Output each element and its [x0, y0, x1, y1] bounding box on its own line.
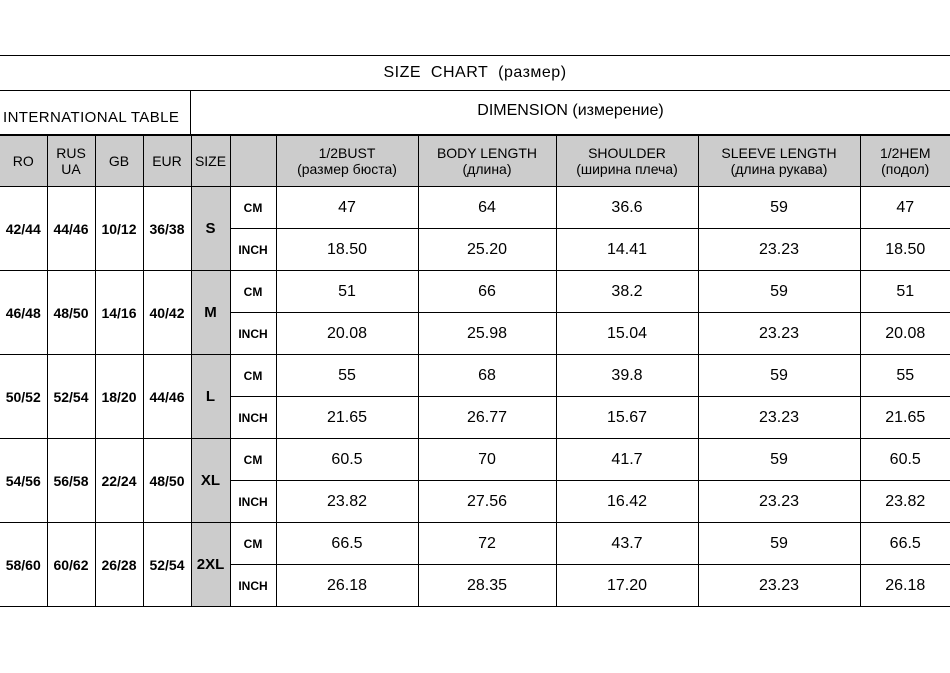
cell-ro: 46/48 — [0, 271, 47, 355]
cell-sleeve-length-inch: 23.23 — [698, 397, 860, 439]
cell-gb: 26/28 — [95, 523, 143, 607]
cell-eur: 44/46 — [143, 355, 191, 439]
cell-shoulder-inch: 14.41 — [556, 229, 698, 271]
unit-label-inch: INCH — [230, 229, 276, 271]
cell-eur: 48/50 — [143, 439, 191, 523]
header-gb: GB — [95, 136, 143, 187]
header-size: SIZE — [191, 136, 230, 187]
chart-title — [0, 55, 950, 91]
cell-eur: 36/38 — [143, 187, 191, 271]
cell-sleeve-length-inch: 23.23 — [698, 481, 860, 523]
chart-title-ru: (размер) — [498, 64, 567, 81]
unit-label-inch: INCH — [230, 481, 276, 523]
cell-sleeve-length-cm: 59 — [698, 271, 860, 313]
cell-body-length-inch: 25.98 — [418, 313, 556, 355]
cell-body-length-inch: 27.56 — [418, 481, 556, 523]
cell-hem-inch: 21.65 — [860, 397, 950, 439]
table-row — [0, 439, 950, 481]
cell-ro: 42/44 — [0, 187, 47, 271]
section-header-row — [0, 91, 950, 135]
cell-bust-cm: 47 — [276, 187, 418, 229]
cell-gb: 14/16 — [95, 271, 143, 355]
cell-rus: 60/62 — [47, 523, 95, 607]
cell-sleeve-length-inch: 23.23 — [698, 565, 860, 607]
chart-title-en: SIZE CHART — [383, 64, 489, 81]
cell-shoulder-cm: 38.2 — [556, 271, 698, 313]
cell-gb: 18/20 — [95, 355, 143, 439]
header-body-length: BODY LENGTH (длина) — [418, 136, 556, 187]
cell-gb: 22/24 — [95, 439, 143, 523]
cell-sleeve-length-inch: 23.23 — [698, 313, 860, 355]
unit-label-inch: INCH — [230, 565, 276, 607]
unit-label-inch: INCH — [230, 313, 276, 355]
cell-hem-cm: 51 — [860, 271, 950, 313]
header-bust: 1/2BUST (размер бюста) — [276, 136, 418, 187]
header-ro: RO — [0, 136, 47, 187]
cell-shoulder-cm: 41.7 — [556, 439, 698, 481]
size-chart — [0, 55, 950, 607]
cell-bust-cm: 66.5 — [276, 523, 418, 565]
cell-hem-inch: 18.50 — [860, 229, 950, 271]
cell-hem-cm: 60.5 — [860, 439, 950, 481]
unit-label-cm: CM — [230, 187, 276, 229]
cell-size: M — [191, 271, 230, 355]
international-table-label: INTERNATIONAL TABLE — [0, 91, 191, 134]
cell-body-length-cm: 68 — [418, 355, 556, 397]
cell-body-length-cm: 70 — [418, 439, 556, 481]
cell-bust-inch: 18.50 — [276, 229, 418, 271]
cell-shoulder-cm: 43.7 — [556, 523, 698, 565]
cell-body-length-cm: 66 — [418, 271, 556, 313]
cell-sleeve-length-cm: 59 — [698, 523, 860, 565]
header-sleeve-length: SLEEVE LENGTH (длина рукава) — [698, 136, 860, 187]
cell-shoulder-inch: 15.67 — [556, 397, 698, 439]
cell-size: S — [191, 187, 230, 271]
cell-shoulder-inch: 16.42 — [556, 481, 698, 523]
cell-ro: 50/52 — [0, 355, 47, 439]
table-row — [0, 187, 950, 229]
dimension-label: DIMENSION (измерение) — [477, 101, 664, 119]
cell-shoulder-cm: 36.6 — [556, 187, 698, 229]
header-eur: EUR — [143, 136, 191, 187]
cell-sleeve-length-cm: 59 — [698, 187, 860, 229]
header-hem: 1/2HEM (подол) — [860, 136, 950, 187]
unit-label-cm: CM — [230, 271, 276, 313]
cell-body-length-inch: 26.77 — [418, 397, 556, 439]
cell-bust-inch: 23.82 — [276, 481, 418, 523]
cell-hem-inch: 26.18 — [860, 565, 950, 607]
column-header-row — [0, 136, 950, 187]
cell-hem-inch: 23.82 — [860, 481, 950, 523]
cell-hem-cm: 55 — [860, 355, 950, 397]
unit-label-cm: CM — [230, 523, 276, 565]
cell-hem-cm: 47 — [860, 187, 950, 229]
cell-bust-inch: 20.08 — [276, 313, 418, 355]
cell-eur: 40/42 — [143, 271, 191, 355]
cell-sleeve-length-inch: 23.23 — [698, 229, 860, 271]
cell-rus: 52/54 — [47, 355, 95, 439]
cell-rus: 48/50 — [47, 271, 95, 355]
cell-hem-inch: 20.08 — [860, 313, 950, 355]
header-rus-ua: RUS UA — [47, 136, 95, 187]
header-unit — [230, 136, 276, 187]
table-row — [0, 271, 950, 313]
cell-rus: 56/58 — [47, 439, 95, 523]
cell-shoulder-cm: 39.8 — [556, 355, 698, 397]
cell-body-length-inch: 28.35 — [418, 565, 556, 607]
cell-eur: 52/54 — [143, 523, 191, 607]
cell-body-length-cm: 72 — [418, 523, 556, 565]
unit-label-cm: CM — [230, 355, 276, 397]
cell-hem-cm: 66.5 — [860, 523, 950, 565]
cell-sleeve-length-cm: 59 — [698, 439, 860, 481]
cell-body-length-cm: 64 — [418, 187, 556, 229]
cell-shoulder-inch: 15.04 — [556, 313, 698, 355]
cell-body-length-inch: 25.20 — [418, 229, 556, 271]
cell-bust-inch: 21.65 — [276, 397, 418, 439]
cell-bust-cm: 60.5 — [276, 439, 418, 481]
table-row — [0, 523, 950, 565]
header-shoulder: SHOULDER (ширина плеча) — [556, 136, 698, 187]
cell-bust-cm: 51 — [276, 271, 418, 313]
cell-shoulder-inch: 17.20 — [556, 565, 698, 607]
cell-gb: 10/12 — [95, 187, 143, 271]
unit-label-cm: CM — [230, 439, 276, 481]
cell-ro: 54/56 — [0, 439, 47, 523]
cell-rus: 44/46 — [47, 187, 95, 271]
cell-sleeve-length-cm: 59 — [698, 355, 860, 397]
cell-bust-cm: 55 — [276, 355, 418, 397]
cell-size: XL — [191, 439, 230, 523]
cell-ro: 58/60 — [0, 523, 47, 607]
cell-size: L — [191, 355, 230, 439]
cell-size: 2XL — [191, 523, 230, 607]
size-table — [0, 135, 950, 607]
cell-bust-inch: 26.18 — [276, 565, 418, 607]
unit-label-inch: INCH — [230, 397, 276, 439]
table-row — [0, 355, 950, 397]
